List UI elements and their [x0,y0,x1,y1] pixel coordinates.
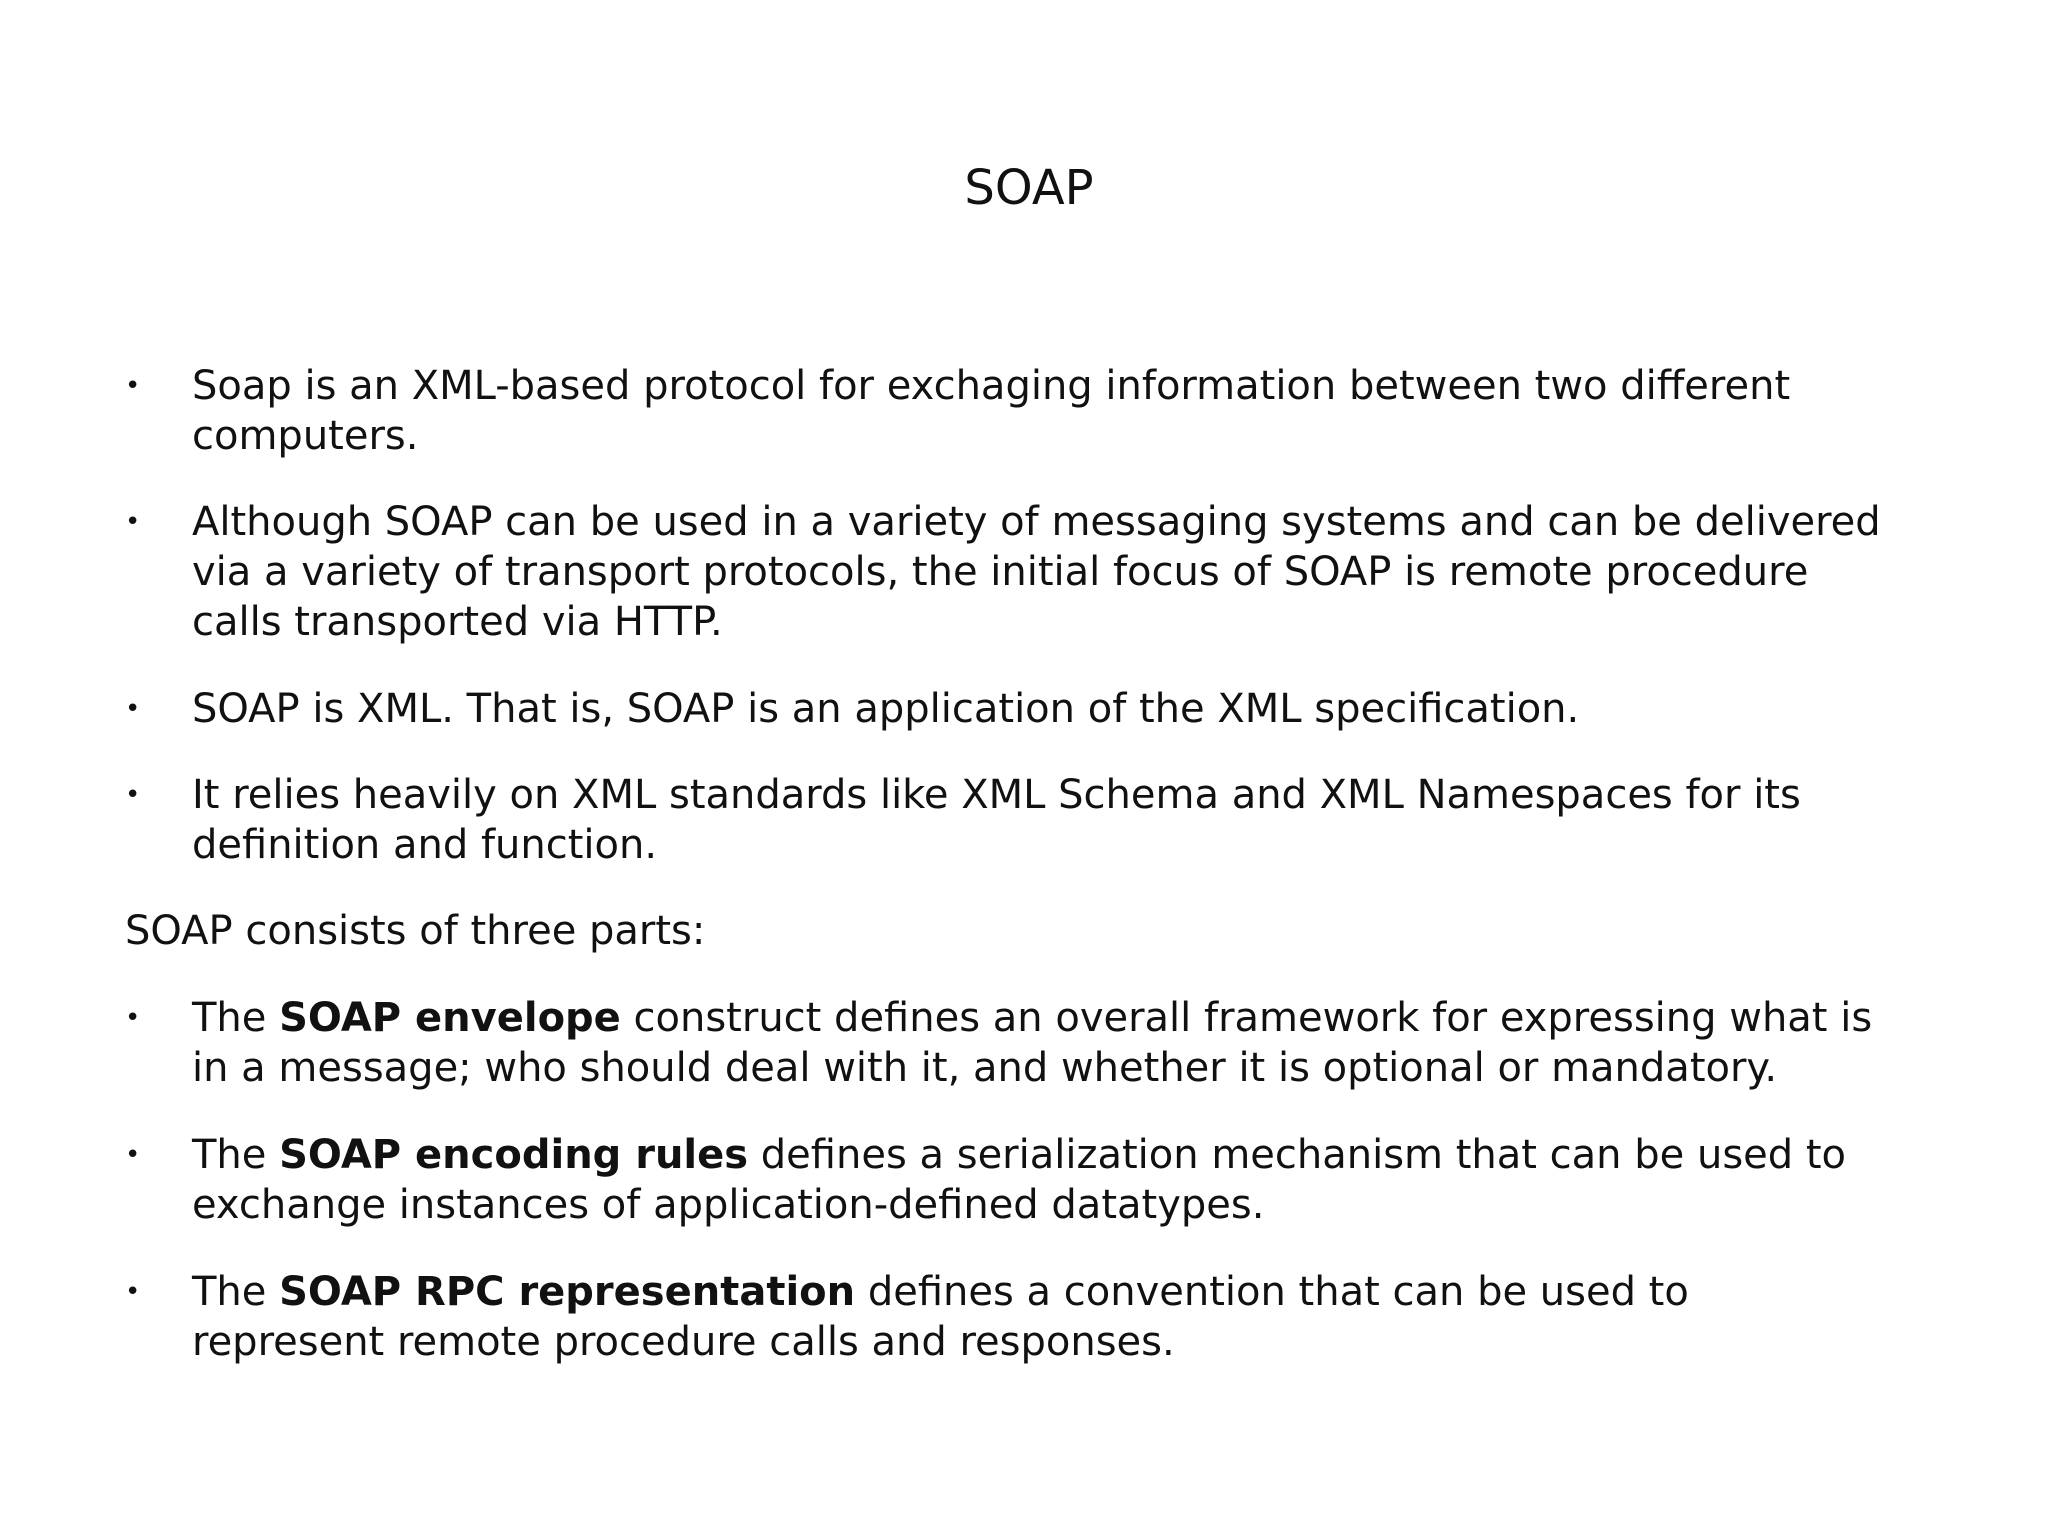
bullet-line: exchange instances of application-defined datatypes. [192,1182,1265,1228]
part-description: defines a convention that can be used to [855,1269,1689,1315]
part-item-envelope [125,993,1965,1093]
bullet-marker: • [125,371,141,401]
part-item-encoding-rules [125,1130,1965,1230]
part-prefix: The [192,1269,280,1315]
part-term: SOAP RPC representation [279,1269,856,1315]
bullet-line: SOAP is XML. That is, SOAP is an application of the XML specification. [192,686,1580,732]
bullet-line: calls transported via HTTP. [192,599,723,645]
bullet-text [192,1130,1965,1230]
part-description: defines a serialization mechanism that can be used to [748,1132,1847,1178]
bullet-line: via a variety of transport protocols, the initial focus of SOAP is remote procedure [192,549,1809,595]
part-item-rpc-representation [125,1267,1965,1367]
bullet-text [192,684,1965,734]
bullet-line: Although SOAP can be used in a variety of messaging systems and can be delivered [192,499,1881,545]
bullet-item [125,684,1965,734]
bullet-line: computers. [192,413,419,459]
bullet-item [125,361,1965,461]
bullet-line [192,1130,1965,1180]
bullet-marker: • [125,1140,141,1170]
bullet-text [192,361,1965,461]
slide-title: SOAP [964,160,1094,216]
parts-intro [125,906,1965,956]
bullet-text [192,497,1965,647]
part-prefix: The [192,1132,280,1178]
bullet-line: represent remote procedure calls and responses. [192,1319,1175,1365]
bullet-item [125,497,1965,647]
bullet-marker: • [125,507,141,537]
part-description: construct defines an overall framework for expressing what is [620,995,1873,1041]
bullet-line [192,993,1965,1043]
bullet-line: It relies heavily on XML standards like XML Schema and XML Namespaces for its [192,772,1801,818]
bullet-marker: • [125,780,141,810]
bullet-marker: • [125,1277,141,1307]
bullet-item [125,770,1965,870]
bullet-line: in a message; who should deal with it, and whether it is optional or mandatory. [192,1045,1778,1091]
bullet-line [192,1267,1965,1317]
parts-intro-text: SOAP consists of three parts: [125,908,706,954]
bullet-marker: • [125,1003,141,1033]
bullet-line: definition and function. [192,822,658,868]
bullet-text [192,993,1965,1093]
part-term: SOAP envelope [279,995,621,1041]
bullet-marker: • [125,694,141,724]
bullet-text [192,1267,1965,1367]
part-prefix: The [192,995,280,1041]
bullet-line: Soap is an XML-based protocol for exchaging information between two different [192,363,1791,409]
bullet-text [192,770,1965,870]
part-term: SOAP encoding rules [279,1132,749,1178]
